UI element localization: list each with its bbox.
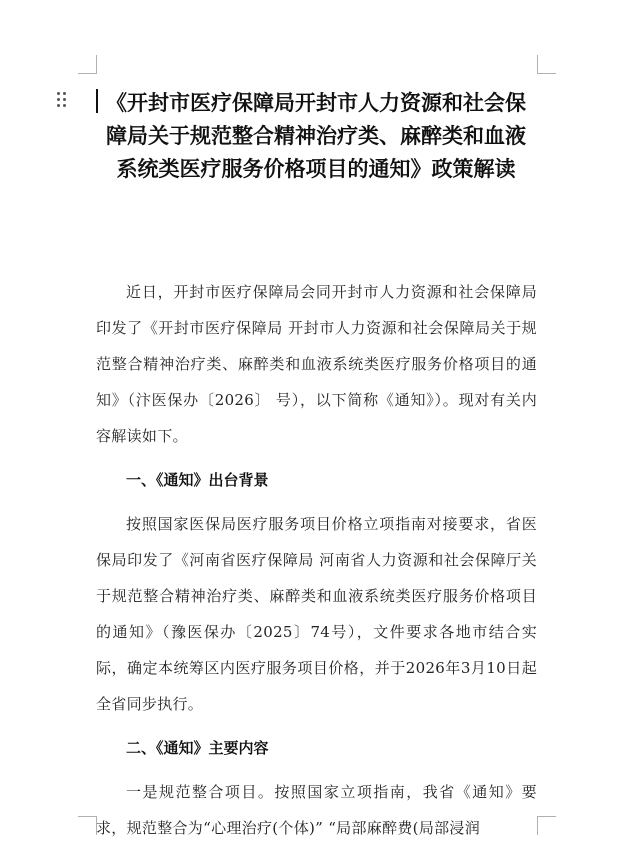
crop-mark-top-left bbox=[78, 55, 97, 74]
section-2-paragraph[interactable]: 一是规范整合项目。按照国家立项指南，我省《通知》要求，规范整合为“心理治疗(个体)” “局部麻醉费(局部浸润 bbox=[96, 783, 537, 837]
crop-mark-bottom-left bbox=[78, 816, 97, 835]
section-2-heading[interactable]: 二、《通知》主要内容 bbox=[126, 739, 269, 757]
drag-handle-icon[interactable] bbox=[57, 92, 69, 110]
section-1-heading[interactable]: 一、《通知》出台背景 bbox=[126, 471, 269, 489]
section-1-paragraph[interactable]: 按照国家医保局医疗服务项目价格立项指南对接要求，省医保局印发了《河南省医疗保障局 河南省人力资源和社会保障厅关于规范整合精神治疗类、麻醉类和血液系统类医疗服务价格项目的通知》（豫医保办〔2025〕74号），文件要求各地市结合实际，确定本统筹区内医疗服务项目价格，并于2026年3月10日起全省同步执行。 bbox=[96, 515, 537, 713]
document-body[interactable] bbox=[96, 274, 537, 846]
crop-mark-top-right bbox=[537, 55, 556, 74]
intro-paragraph[interactable]: 近日，开封市医疗保障局会同开封市人力资源和社会保障局印发了《开封市医疗保障局 开封市人力资源和社会保障局关于规范整合精神治疗类、麻醉类和血液系统类医疗服务价格项目的通知》（汴医保办〔2026〕 号），以下简称《通知》）。现对有关内容解读如下。 bbox=[96, 283, 537, 445]
document-title[interactable]: 《开封市医疗保障局开封市人力资源和社会保障局关于规范整合精神治疗类、麻醉类和血液系统类医疗服务价格项目的通知》政策解读 bbox=[106, 90, 526, 181]
crop-mark-bottom-right bbox=[537, 816, 556, 835]
